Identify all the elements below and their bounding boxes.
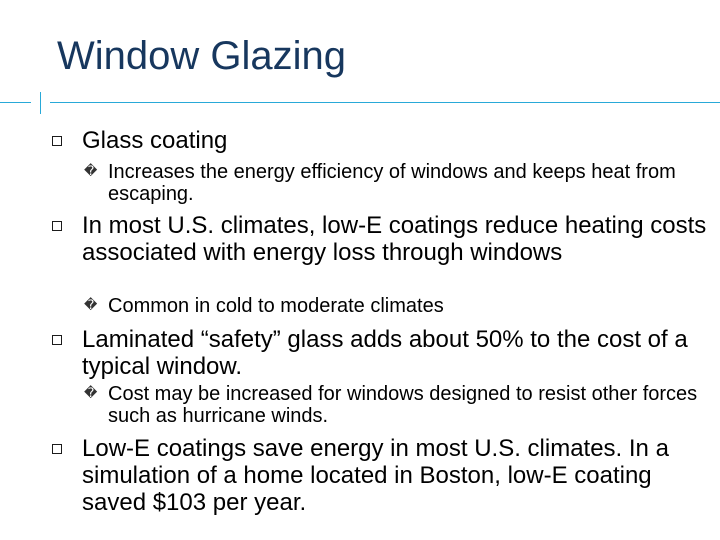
bullet-text: Laminated “safety” glass adds about 50% to the cost of a typical window. <box>82 326 688 380</box>
bullet-square-icon <box>52 221 62 231</box>
sub-bullet-glyph-icon: � <box>84 386 98 401</box>
bullet-text: In most U.S. climates, low-E coatings reduce heating costs associated with energy loss through windows <box>82 212 707 266</box>
bullet-square-icon <box>52 335 62 345</box>
bullet-text: Glass coating <box>82 127 228 154</box>
title-rule <box>50 102 720 103</box>
slide-title: Window Glazing <box>57 34 347 78</box>
title-rule-left <box>0 102 31 103</box>
sub-bullet-text: Common in cold to moderate climates <box>108 295 444 317</box>
sub-bullet-text: Increases the energy efficiency of windows and keeps heat from escaping. <box>108 161 676 205</box>
bullet-square-icon <box>52 444 62 454</box>
bullet-square-icon <box>52 136 62 146</box>
sub-bullet-text: Cost may be increased for windows designed to resist other forces such as hurricane winds. <box>108 383 698 427</box>
title-rule-divider <box>40 92 41 114</box>
sub-bullet-glyph-icon: � <box>84 298 98 313</box>
bullet-text: Low-E coatings save energy in most U.S. climates. In a simulation of a home located in Boston, low-E coating saved $103 per year. <box>82 435 669 516</box>
sub-bullet-glyph-icon: � <box>84 164 98 179</box>
